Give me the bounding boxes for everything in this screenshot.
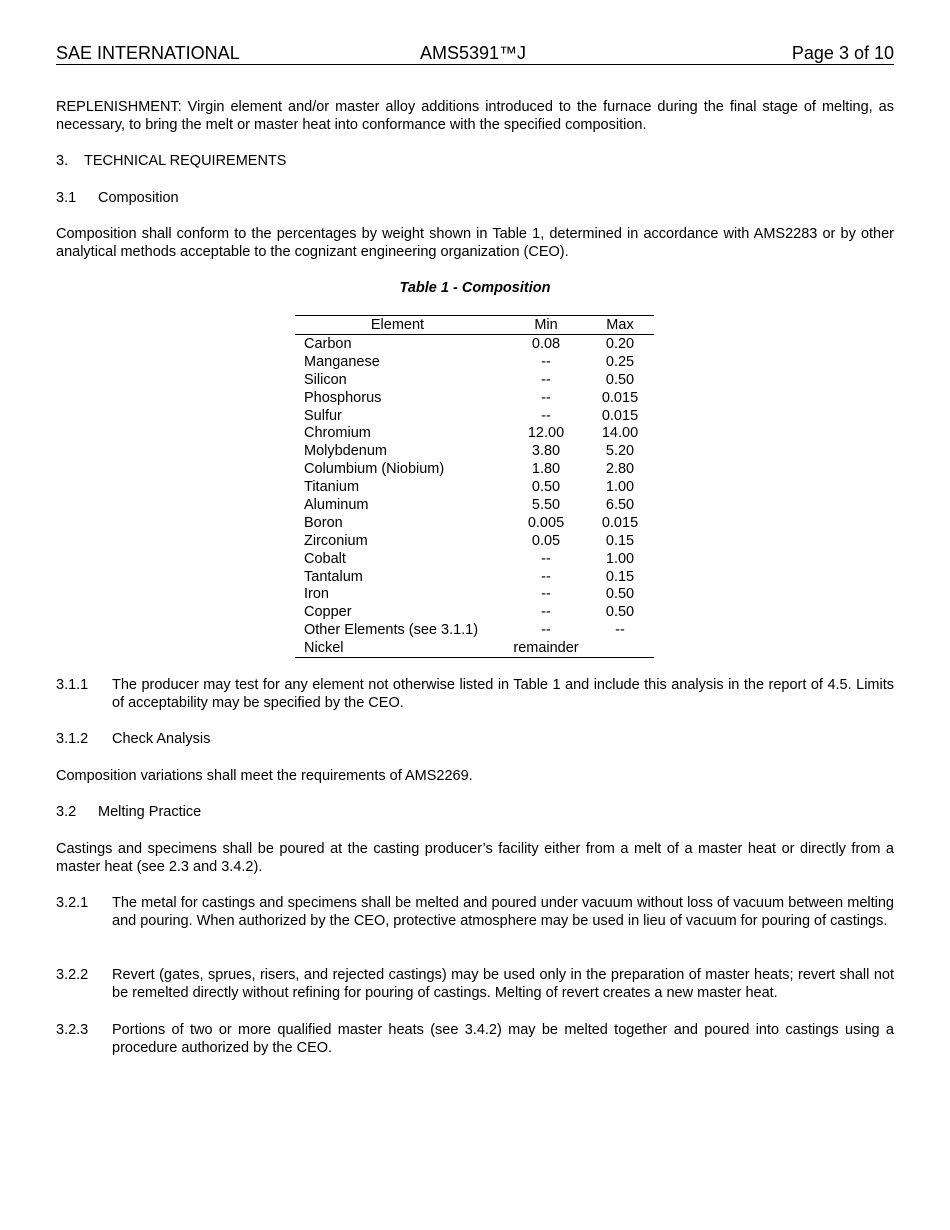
cell-max: 2.80 (605, 461, 635, 478)
para-3-2-3-text: Portions of two or more qualified master heats (see 3.4.2) may be melted together and poured into castings using a procedure authorized by the CEO. (112, 1022, 894, 1056)
cell-min: 0.50 (531, 479, 561, 496)
cell-element: Other Elements (see 3.1.1) (304, 622, 479, 639)
cell-min: -- (541, 550, 551, 567)
table-row (295, 603, 654, 621)
cell-element: Boron (304, 514, 343, 531)
table-header-row (295, 316, 654, 335)
section-number: 3.1.2 (56, 731, 89, 747)
section-3-2-heading (56, 803, 201, 821)
cell-element: Titanium (304, 479, 360, 496)
para-3-1-1-text: The producer may test for any element not otherwise listed in Table 1 and include this analysis in the report of 4.5. Limits of acceptability may be specified by the CEO. (112, 677, 894, 711)
table-row (295, 568, 654, 586)
cell-min: remainder (513, 640, 579, 657)
cell-min: 0.005 (527, 514, 565, 531)
para-3-2-2-text: Revert (gates, sprues, risers, and rejected castings) may be used only in the preparation of master heats; revert shall not be remelted directly without refining for pouring of castings. Melting of revert creates a new master heat. (112, 967, 894, 1001)
cell-min: 0.08 (531, 336, 561, 352)
cell-max: 0.50 (605, 371, 635, 388)
cell-min: 12.00 (527, 425, 565, 442)
cell-max: 0.15 (605, 568, 635, 585)
cell-min: -- (541, 586, 551, 603)
cell-min: -- (541, 407, 551, 424)
cell-max: 0.015 (601, 514, 639, 531)
cell-max: 6.50 (605, 497, 635, 514)
table-caption: Table 1 - Composition (399, 280, 551, 296)
cell-max: 0.25 (605, 353, 635, 370)
table-row (295, 460, 654, 478)
cell-min: -- (541, 389, 551, 406)
cell-min: 0.05 (531, 532, 561, 549)
table-row (295, 514, 654, 532)
cell-element: Zirconium (304, 532, 368, 549)
para-3-2-1-number: 3.2.1 (56, 895, 89, 911)
cell-min: -- (541, 353, 551, 370)
cell-min: 5.50 (531, 497, 561, 514)
cell-element: Silicon (304, 371, 347, 388)
table-row (295, 335, 654, 353)
cell-max: 0.15 (605, 532, 635, 549)
cell-max: 5.20 (605, 443, 635, 460)
header-org: SAE INTERNATIONAL (56, 43, 240, 63)
table-row (295, 639, 654, 657)
cell-max: 0.015 (601, 389, 639, 406)
check-analysis-paragraph: Composition variations shall meet the requirements of AMS2269. (56, 768, 473, 784)
cell-element: Sulfur (304, 407, 342, 424)
section-number: 3.1 (56, 190, 77, 206)
section-number: 3.2 (56, 804, 77, 820)
cell-max: 0.20 (605, 336, 635, 352)
page-header (56, 43, 894, 65)
cell-min: -- (541, 568, 551, 585)
cell-min: -- (541, 371, 551, 388)
section-3-heading (56, 152, 286, 170)
cell-min: 1.80 (531, 461, 561, 478)
cell-min: -- (541, 604, 551, 621)
cell-element: Columbium (Niobium) (304, 461, 445, 478)
table-row (295, 478, 654, 496)
cell-max: 14.00 (601, 425, 639, 442)
section-3-1-heading (56, 189, 179, 207)
table-row (295, 371, 654, 389)
cell-min: -- (541, 622, 551, 639)
cell-element: Nickel (304, 640, 344, 657)
table-row (295, 353, 654, 371)
table-row (295, 407, 654, 425)
table-row (295, 442, 654, 460)
para-3-2-3-number: 3.2.3 (56, 1022, 89, 1038)
cell-element: Carbon (304, 336, 352, 352)
cell-max: 0.015 (601, 407, 639, 424)
replenishment-definition: REPLENISHMENT: Virgin element and/or master alloy additions introduced to the furnace during the final stage of melting, as necessary, to bring the melt or master heat into conformance with the specified composition. (56, 99, 894, 133)
cell-max: 0.50 (605, 604, 635, 621)
cell-max: 1.00 (605, 550, 635, 567)
header-element: Element (370, 317, 425, 333)
header-max: Max (606, 317, 634, 333)
section-3-1-2-heading (56, 730, 210, 748)
cell-min: 3.80 (531, 443, 561, 460)
table-row (295, 585, 654, 603)
cell-element: Cobalt (304, 550, 346, 567)
para-3-2-2-number: 3.2.2 (56, 967, 89, 983)
melting-practice-paragraph: Castings and specimens shall be poured at the casting producer’s facility either from a melt of a master heat or directly from a master heat (see 2.3 and 3.4.2). (56, 841, 894, 875)
section-title: Composition (98, 190, 179, 206)
cell-element: Iron (304, 586, 329, 603)
table-row (295, 424, 654, 442)
table-row (295, 532, 654, 550)
cell-element: Aluminum (304, 497, 369, 514)
composition-paragraph: Composition shall conform to the percentages by weight shown in Table 1, determined in accordance with AMS2283 or by other analytical methods acceptable to the cognizant engineering organization (CEO). (56, 226, 894, 260)
header-page-number: Page 3 of 10 (791, 43, 894, 63)
table-row (295, 496, 654, 514)
cell-element: Manganese (304, 353, 380, 370)
para-3-1-1-number: 3.1.1 (56, 677, 89, 693)
section-title: Check Analysis (112, 731, 211, 747)
cell-element: Tantalum (304, 568, 363, 585)
table-row (295, 389, 654, 407)
header-doc-number: AMS5391™J (420, 43, 527, 63)
section-title: Melting Practice (98, 804, 202, 820)
cell-element: Chromium (304, 425, 371, 442)
section-title: TECHNICAL REQUIREMENTS (84, 153, 287, 169)
cell-element: Phosphorus (304, 389, 382, 406)
table-row (295, 621, 654, 639)
cell-max: 0.50 (605, 586, 635, 603)
composition-table (295, 315, 654, 658)
table-body (295, 335, 654, 657)
cell-element: Copper (304, 604, 352, 621)
para-3-2-1-text: The metal for castings and specimens shall be melted and poured under vacuum without loss of vacuum between melting and pouring. When authorized by the CEO, protective atmosphere may be used in lieu of vacuum for pouring of castings. (112, 895, 894, 929)
header-min: Min (534, 317, 558, 333)
cell-max: 1.00 (605, 479, 635, 496)
section-number: 3. (56, 153, 69, 169)
cell-element: Molybdenum (304, 443, 388, 460)
table-row (295, 550, 654, 568)
cell-max: -- (615, 622, 625, 639)
